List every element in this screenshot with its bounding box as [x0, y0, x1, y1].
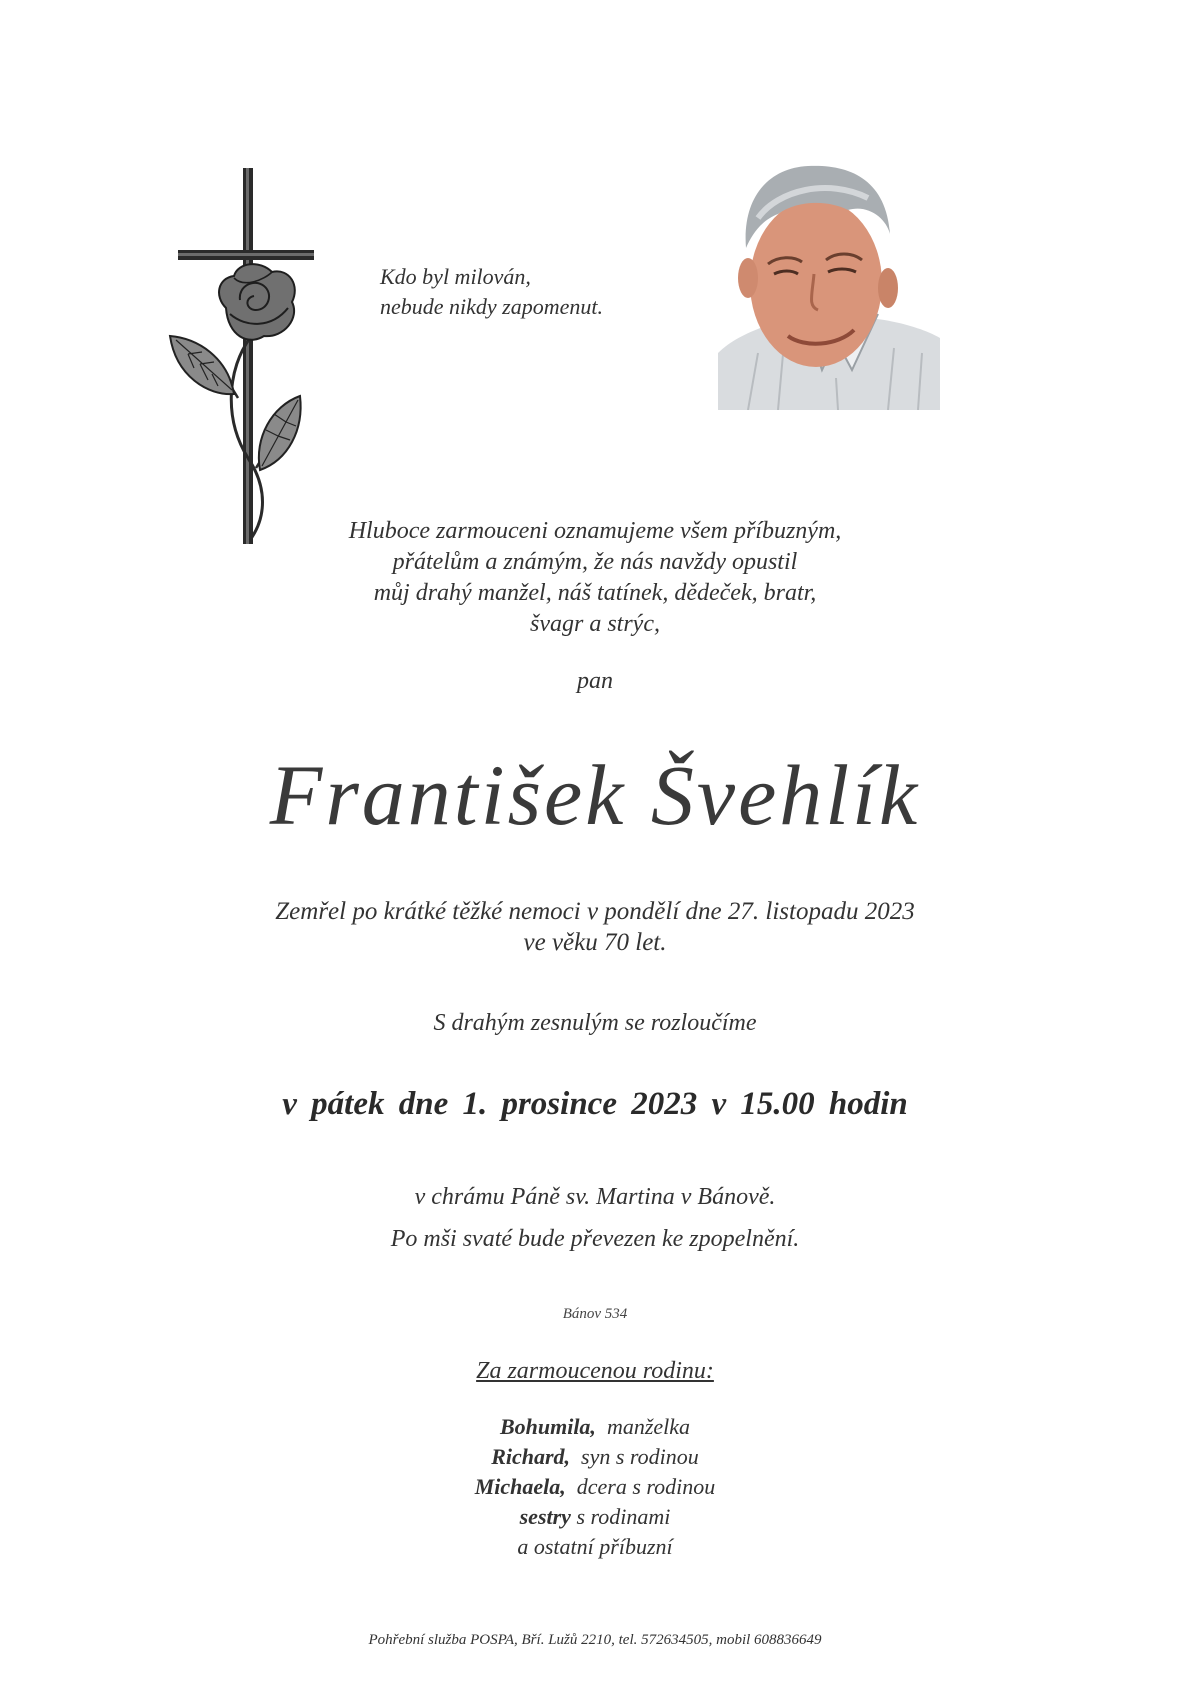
motto — [380, 262, 603, 322]
venue-line: Po mši svaté bude převezen ke zpopelnění. — [390, 1226, 800, 1252]
cross-with-rose-icon — [168, 168, 328, 548]
family-member-relation: dcera s rodinou — [576, 1474, 716, 1499]
family-member-relation: syn s rodinou — [581, 1444, 699, 1469]
family-member — [0, 1502, 1190, 1532]
motto-line-1: Kdo byl milován, — [380, 264, 531, 289]
portrait-photo — [718, 138, 940, 410]
title-word: pan — [577, 668, 613, 694]
family-member — [0, 1442, 1190, 1472]
family-member-name: sestry — [519, 1504, 571, 1529]
farewell-intro: S drahým zesnulým se rozloučíme — [433, 1010, 757, 1036]
address: Bánov 534 — [562, 1306, 628, 1322]
family-member — [0, 1472, 1190, 1502]
announcement-line: švagr a strýc, — [530, 611, 660, 637]
announcement-line: Hluboce zarmouceni oznamujeme všem příbuzným, — [348, 518, 842, 544]
death-info-line: Zemřel po krátké těžké nemoci v pondělí dne 27. listopadu 2023 — [275, 898, 915, 925]
death-info — [0, 896, 1190, 958]
family-member-name: Richard, — [491, 1444, 571, 1469]
death-info-line: ve věku 70 let. — [523, 929, 667, 956]
ceremony-time: v pátek dne 1. prosince 2023 v 15.00 hodin — [282, 1086, 908, 1122]
venue — [0, 1176, 1190, 1260]
motto-line-2: nebude nikdy zapomenut. — [380, 294, 603, 319]
family-member-name: Michaela, — [474, 1474, 566, 1499]
deceased-name: František Švehlík — [269, 747, 921, 843]
family-member — [0, 1412, 1190, 1442]
family-heading: Za zarmoucenou rodinu: — [476, 1358, 714, 1384]
family-member-relation: a ostatní příbuzní — [517, 1534, 673, 1559]
family-member-name: Bohumila, — [499, 1414, 596, 1439]
funeral-service-footer: Pohřební služba POSPA, Bří. Lužů 2210, tel. 572634505, mobil 608836649 — [368, 1632, 822, 1648]
announcement-line: můj drahý manžel, náš tatínek, dědeček, bratr, — [373, 580, 817, 606]
family-list — [0, 1412, 1190, 1562]
family-member-relation: manželka — [606, 1414, 691, 1439]
announcement — [0, 516, 1190, 640]
announcement-line: přátelům a známým, že nás navždy opustil — [392, 549, 798, 575]
family-member — [0, 1532, 1190, 1562]
venue-line: v chrámu Páně sv. Martina v Bánově. — [414, 1184, 776, 1210]
family-member-relation: s rodinami — [576, 1504, 671, 1529]
